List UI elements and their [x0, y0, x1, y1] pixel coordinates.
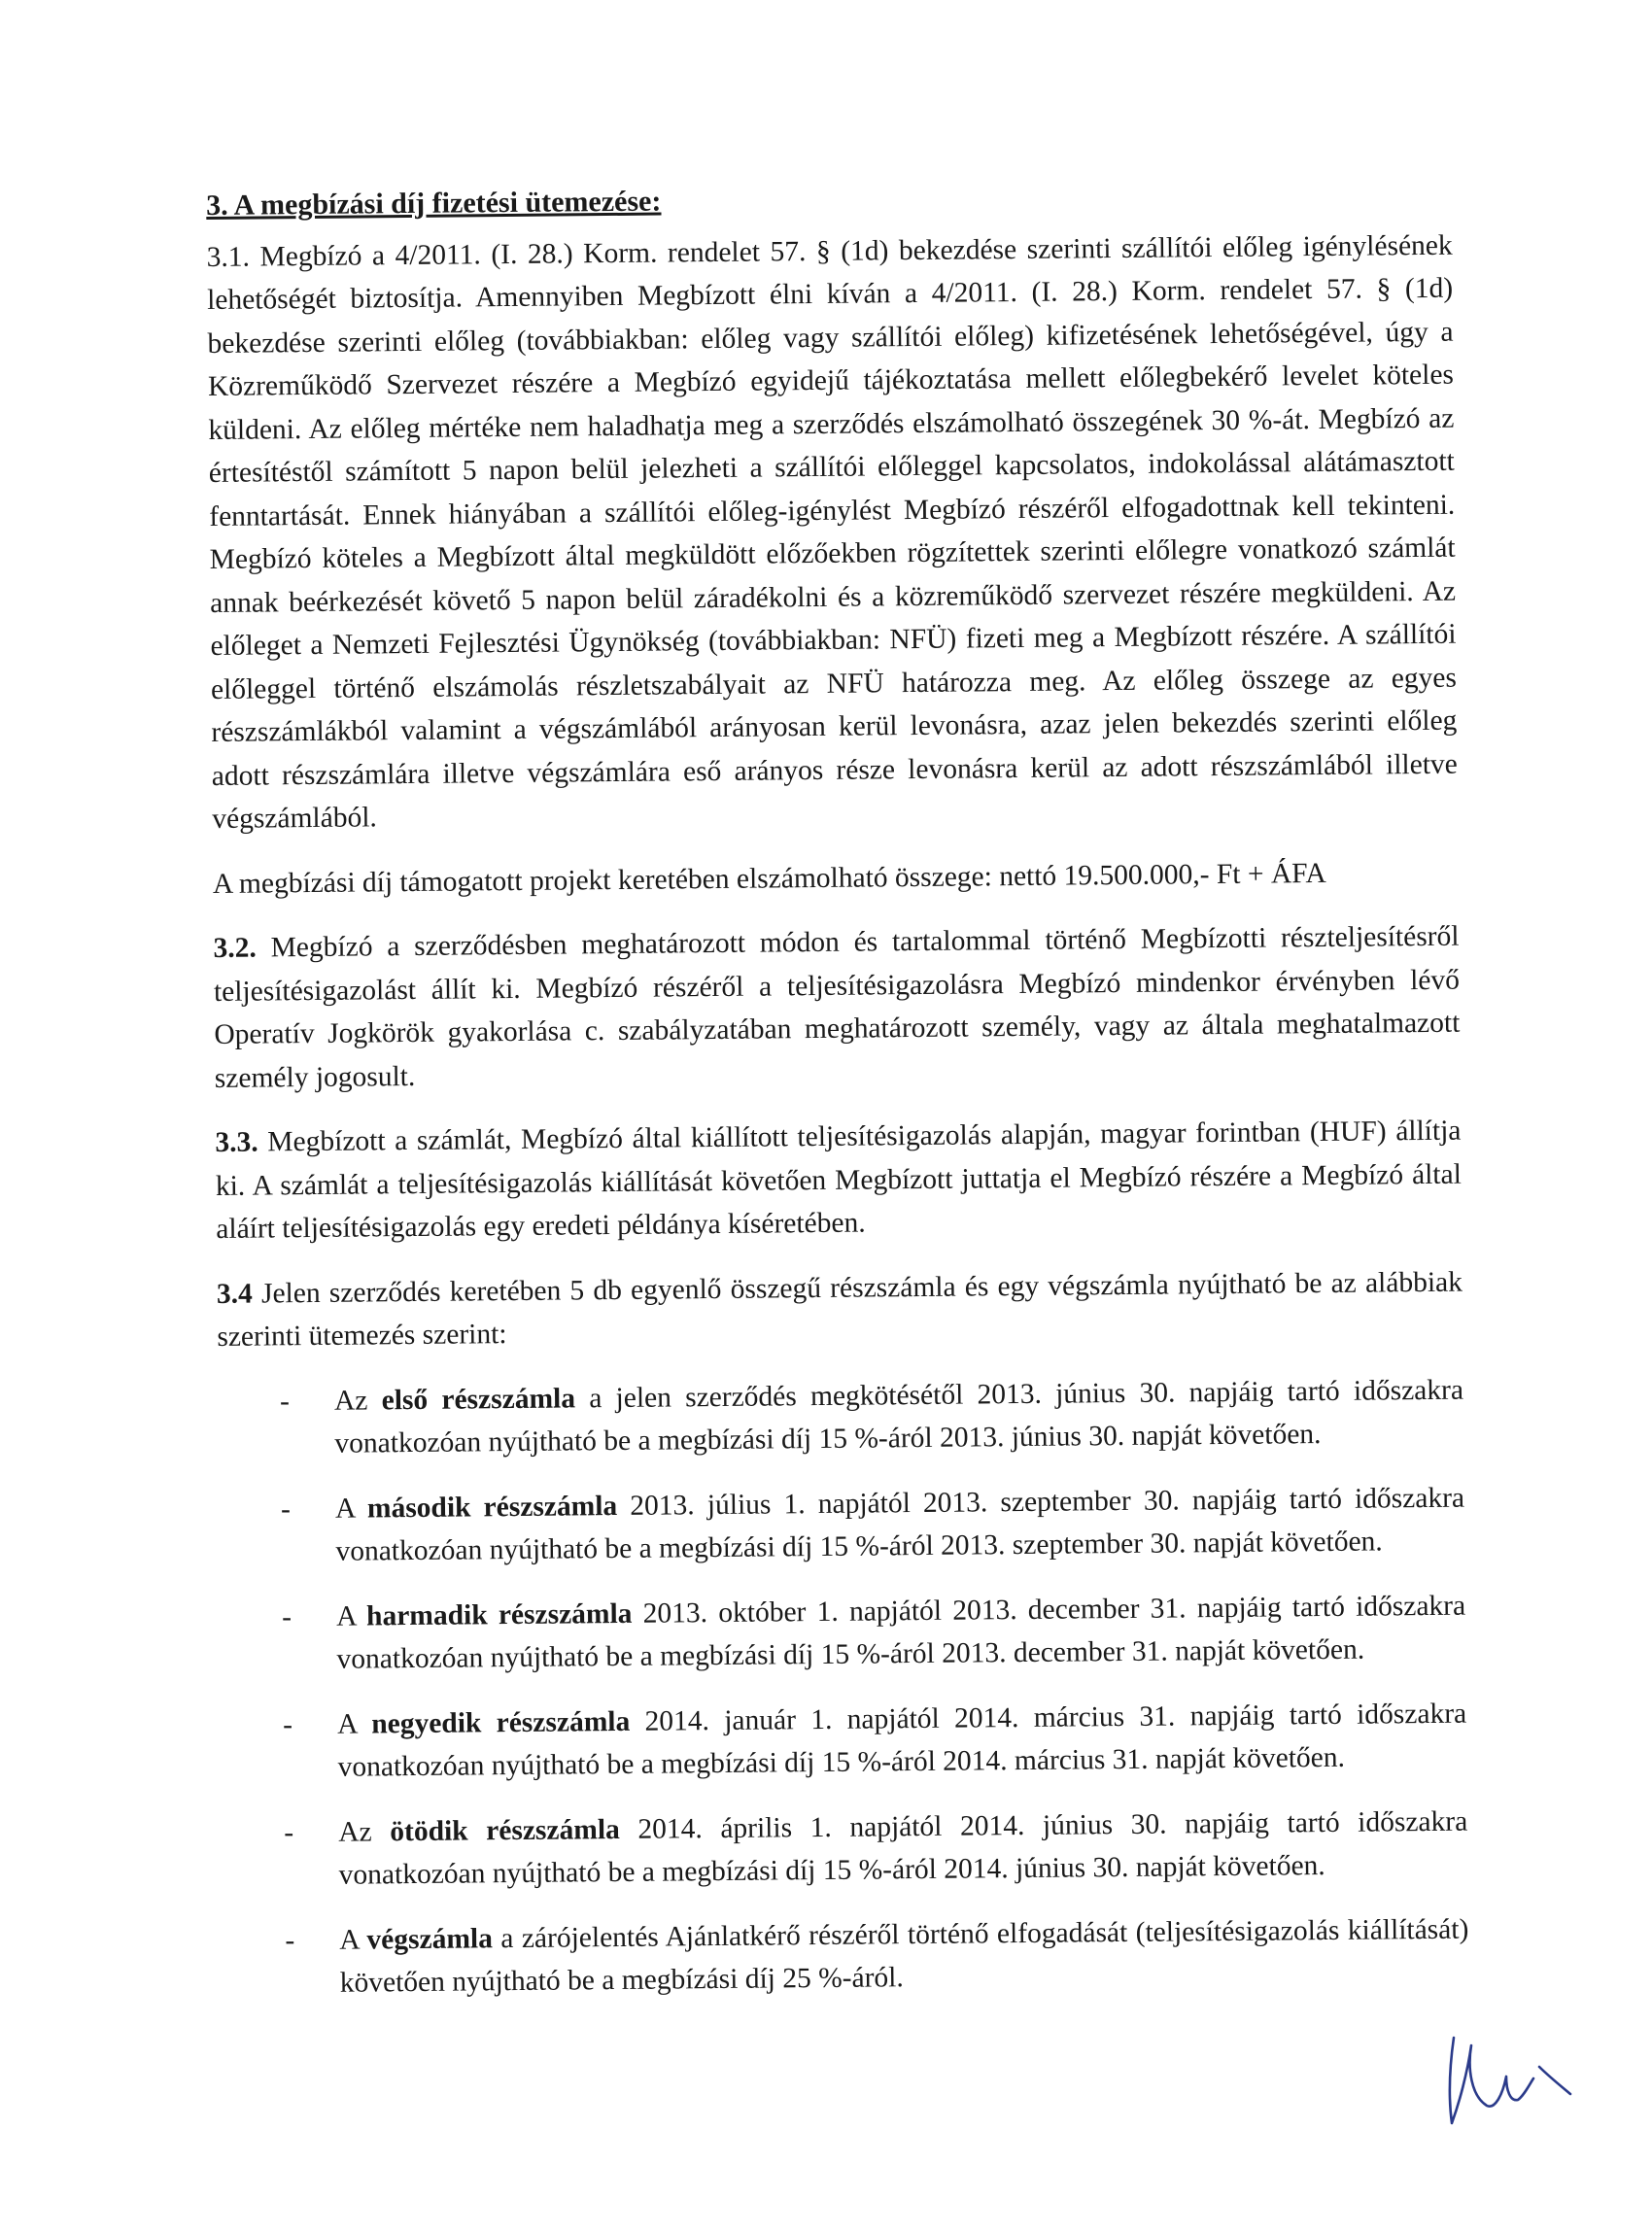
paragraph-number: 3.2.	[213, 932, 257, 964]
list-dash: -	[284, 1816, 294, 1848]
paragraph-text: Megbízó a szerződésben meghatározott módon és tartalommal történő Megbízotti részteljesítésről teljesítésigazolást állít ki. Megbízó részéről a teljesítésigazolásra Megbízó mindenkor érvényben lévő Operatív Jogkörök gyakorlása c. szabályzatában meghatározott személy, vagy az általa meghatalmazott személy jogosult.	[213, 920, 1461, 1094]
list-dash: -	[281, 1600, 293, 1632]
list-dash: -	[285, 1924, 295, 1956]
item-text: 2013. július 1. napjától 2013. szeptember 30. napjáig tartó időszakra vonatkozóan nyújtható be a megbízási díj 15 %-áról 2013. szeptember 30. napját követően.	[335, 1482, 1465, 1567]
item-text: 2013. október 1. napjától 2013. december 31. napjáig tartó időszakra vonatkozóan nyújtható be a megbízási díj 15 %-áról 2013. december 31. napját követően.	[336, 1590, 1466, 1675]
paragraph-text: Megbízott a számlát, Megbízó által kiállított teljesítésigazolás alapján, magyar forintban (HUF) állítja ki. A számlát a teljesítésigazolás kiállítását követően Megbízott juttatja el Megbízó részére a Megbízó által aláírt teljesítésigazolás egy eredeti példánya kíséretében.	[215, 1115, 1462, 1245]
invoice-term: első részszámla	[381, 1382, 576, 1416]
paragraph-text: Megbízó a 4/2011. (I. 28.) Korm. rendelet 57. § (1d) bekezdése szerinti szállítói előleg igénylésének lehetőségét biztosítja. Amennyiben Megbízott élni kíván a 4/2011. (I. 28.) Korm. rendelet 57. § (1d) bekezdése szerinti előleg (továbbiakban: előleg vagy szállítói előleg) kifizetésének lehetőségével, úgy a Közreműködő Szervezet részére a Megbízó egyidejű tájékoztatása mellett előlegbekérő levelet köteles küldeni. Az előleg mértéke nem haladhatja meg a szerződés elszámolható összegének 30 %-át. Megbízó az értesítéstől számított 5 napon belül jelezheti a szállítói előleggel kapcsolatos, indokolással alátámasztott fenntartását. Ennek hiányában a szállítói előleg-igénylést Megbízó részéről elfogadottnak kell tekinteni. Megbízó köteles a Megbízott által megküldött előzőekben rögzítettek szerinti előlegre vonatkozó számlát annak beérkezését követő 5 napon belül záradékolni és a közreműködő szervezet részére megküldeni. Az előleget a Nemzeti Fejlesztési Ügynökség (továbbiakban: NFÜ) fizeti meg a Megbízott részére. A szállítói előleggel történő elszámolás részletszabályait az NFÜ határozza meg. Az előleg összege az egyes részszámlákból valamint a végszámlából arányosan kerül levonásra, azaz jelen bekezdés szerinti előleg adott részszámlára illetve végszámlára eső arányos része levonásra kerül az adott részszámlából illetve végszámlából.	[206, 229, 1458, 835]
fee-paragraph	[213, 850, 1459, 906]
invoice-term: harmadik részszámla	[365, 1597, 633, 1631]
item-lead: A	[337, 1708, 358, 1740]
item-lead: A	[335, 1600, 356, 1632]
paragraph-3-4	[217, 1260, 1463, 1358]
paragraph-number: 3.1.	[206, 241, 251, 273]
item-text: 2014. április 1. napjától 2014. június 30. napjáig tartó időszakra vonatkozóan nyújtható be a megbízási díj 15 %-áról 2014. június 30. napját követően.	[338, 1805, 1468, 1891]
signature-stroke	[1450, 2038, 1570, 2123]
invoice-term: második részszámla	[366, 1490, 618, 1524]
item-lead: Az	[338, 1815, 372, 1848]
item-lead: Az	[333, 1384, 368, 1417]
invoice-term: végszámla	[366, 1922, 494, 1955]
list-dash: -	[279, 1385, 291, 1417]
invoice-schedule-list	[218, 1368, 1469, 2006]
schedule-item-third	[220, 1584, 1466, 1682]
item-text: a jelen szerződés megkötésétől 2013. június 30. napjáig tartó időszakra vonatkozóan nyújtható be a megbízási díj 15 %-áról 2013. június 30. napját követően.	[334, 1374, 1464, 1459]
item-text: a zárójelentés Ajánlatkérő részéről történő elfogadását (teljesítésigazolás kiállítását) követően nyújtható be a megbízási díj 25 %-áról.	[339, 1913, 1469, 1999]
document-page	[206, 173, 1469, 2028]
paragraph-text: Jelen szerződés keretében 5 db egyenlő összegű részszámla és egy végszámla nyújtható be az alábbiak szerinti ütemezés szerint:	[217, 1266, 1463, 1353]
invoice-term: ötödik részszámla	[390, 1813, 620, 1847]
item-text: 2014. január 1. napjától 2014. március 31. napjáig tartó időszakra vonatkozóan nyújtható be a megbízási díj 15 %-áról 2014. március 31. napját követően.	[337, 1698, 1467, 1783]
handwritten-initials-signature	[1438, 2026, 1584, 2133]
schedule-item-first	[218, 1368, 1464, 1466]
schedule-item-final	[223, 1907, 1469, 2006]
schedule-item-fourth	[221, 1692, 1467, 1790]
paragraph-number: 3.3.	[215, 1126, 258, 1158]
invoice-term: negyedik részszámla	[371, 1705, 631, 1739]
item-lead: A	[334, 1493, 355, 1525]
fee-text: A megbízási díj támogatott projekt keretében elszámolható összege: nettó 19.500.000,- Ft + ÁFA	[212, 857, 1326, 900]
paragraph-3-1	[207, 223, 1459, 841]
schedule-item-second	[219, 1476, 1465, 1574]
paragraph-3-3	[215, 1110, 1462, 1252]
item-lead: A	[339, 1924, 360, 1956]
list-dash: -	[283, 1708, 293, 1740]
paragraph-number: 3.4	[216, 1278, 253, 1310]
section-heading: 3. A megbízási díj fizetési ütemezése:	[206, 185, 662, 222]
paragraph-3-2	[213, 915, 1461, 1100]
list-dash: -	[280, 1493, 292, 1525]
schedule-item-fifth	[222, 1800, 1468, 1898]
